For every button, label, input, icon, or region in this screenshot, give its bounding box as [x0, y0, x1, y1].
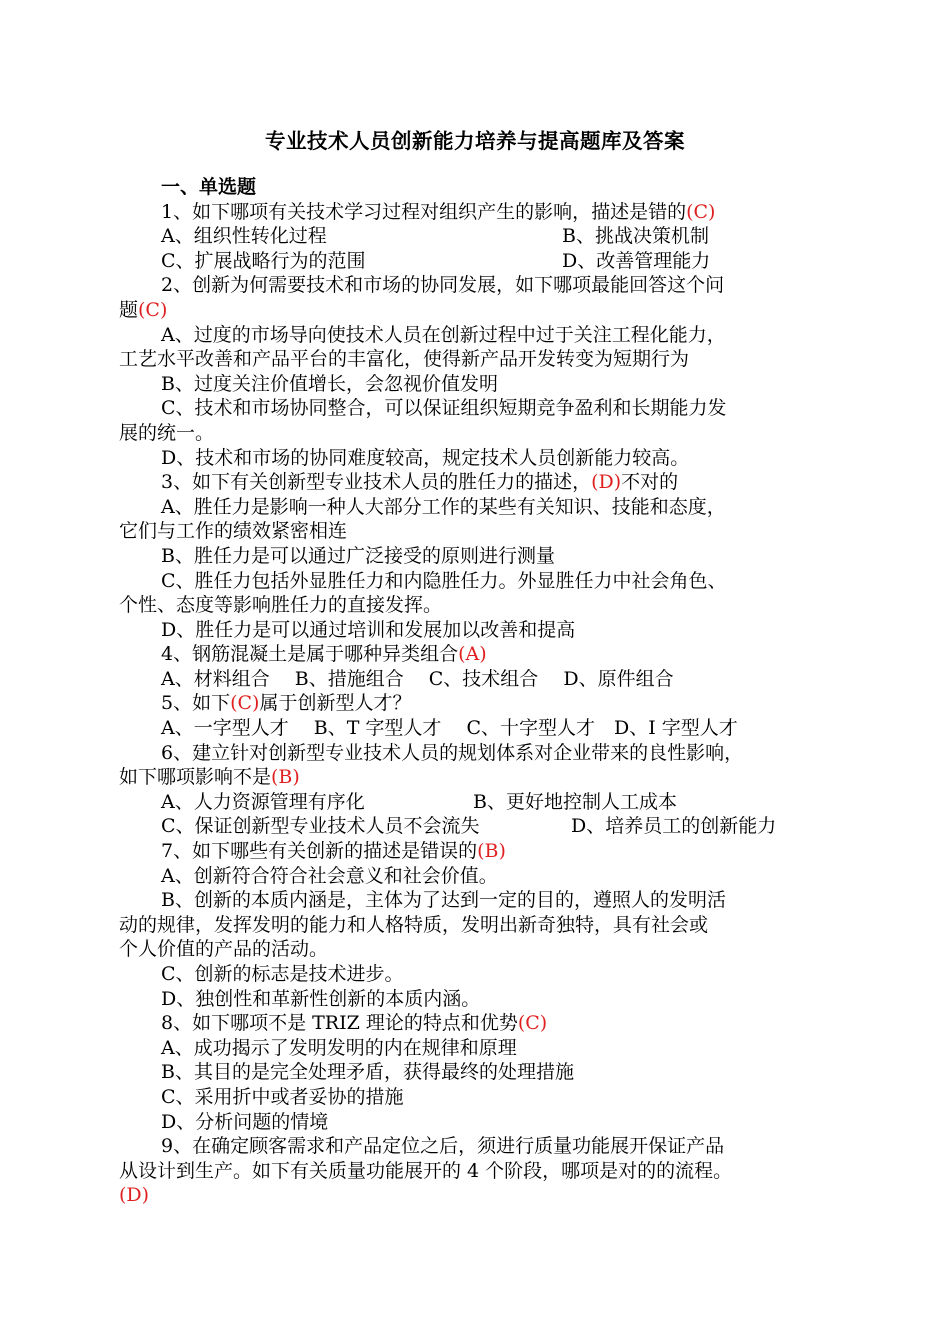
answer-mark: (C) — [517, 1012, 548, 1035]
option-d: D、改善管理能力 — [562, 249, 711, 272]
section-heading: 一、单选题 — [161, 176, 257, 198]
option-row — [119, 249, 837, 274]
question-7 — [119, 839, 837, 864]
question-9: 9、在确定顾客需求和产品定位之后，须进行质量功能展开保证产品 — [161, 1135, 725, 1158]
option-row: A、材料组合 B、措施组合 C、技术组合 D、原件组合 — [161, 667, 674, 690]
option-a: A、过度的市场导向使技术人员在创新过程中过于关注工程化能力， — [161, 323, 726, 346]
question-stem: 4、钢筋混凝土是属于哪种异类组合 — [161, 643, 459, 666]
option-a: A、组织性转化过程 — [161, 225, 327, 248]
option-c: C、技术和市场协同整合，可以保证组织短期竞争盈利和长期能力发 — [161, 397, 727, 420]
option-d: D、胜任力是可以通过培训和发展加以改善和提高 — [161, 618, 576, 641]
option-d: D、培养员工的创新能力 — [571, 815, 777, 838]
question-6: 6、建立针对创新型专业技术人员的规划体系对企业带来的良性影响， — [161, 741, 744, 764]
question-stem-tail: 属于创新型人才？ — [259, 692, 412, 715]
option-row: A、一字型人才 B、T 字型人才 C、十字型人才 D、I 字型人才 — [161, 717, 738, 740]
answer-mark: (C) — [230, 692, 260, 715]
option-a: A、创新符合符合社会意义和社会价值。 — [161, 864, 498, 887]
question-stem-tail: 不对的 — [621, 471, 679, 494]
question-2: 2、创新为何需要技术和市场的协同发展，如下哪项最能回答这个问 — [161, 274, 725, 297]
option-b: B、其目的是完全处理矛盾，获得最终的处理措施 — [161, 1061, 574, 1084]
option-row — [119, 790, 837, 815]
question-1 — [119, 200, 837, 225]
question-stem: 3、如下有关创新型专业技术人员的胜任力的描述， — [161, 471, 592, 494]
option-a: A、人力资源管理有序化 — [161, 790, 365, 813]
question-stem: 8、如下哪项不是 TRIZ 理论的特点和优势 — [161, 1012, 518, 1035]
question-stem-cont: 从设计到生产。如下有关质量功能展开的 4 个阶段，哪项是对的的流程。 — [119, 1159, 733, 1182]
option-c-cont: 展的统一。 — [119, 421, 215, 444]
option-c: C、扩展战略行为的范围 — [161, 249, 366, 272]
question-stem: 7、如下哪些有关创新的描述是错误的 — [161, 840, 478, 863]
question-3 — [119, 470, 837, 495]
option-b-cont: 动的规律，发挥发明的能力和人格特质，发明出新奇独特，具有社会或 — [119, 913, 709, 936]
option-a-cont: 它们与工作的绩效紧密相连 — [119, 520, 348, 543]
option-d: D、技术和市场的协同难度较高，规定技术人员创新能力较高。 — [161, 446, 690, 469]
option-c-cont: 个性、态度等影响胜任力的直接发挥。 — [119, 594, 443, 617]
question-stem: 题 — [119, 298, 139, 321]
option-c: C、胜任力包括外显胜任力和内隐胜任力。外显胜任力中社会角色、 — [161, 569, 727, 592]
option-a-cont: 工艺水平改善和产品平台的丰富化，使得新产品开发转变为短期行为 — [119, 348, 690, 371]
option-b-cont: 个人价值的产品的活动。 — [119, 938, 329, 961]
question-8 — [119, 1011, 837, 1036]
answer-mark: (C) — [686, 200, 716, 223]
question-list — [119, 175, 837, 1208]
option-b: B、过度关注价值增长，会忽视价值发明 — [161, 372, 498, 395]
question-stem: 1、如下哪项有关技术学习过程对组织产生的影响，描述是错的 — [161, 200, 687, 223]
question-stem: 5、如下 — [161, 692, 231, 715]
option-b: B、胜任力是可以通过广泛接受的原则进行测量 — [161, 544, 555, 567]
option-row — [119, 814, 837, 839]
page-title: 专业技术人员创新能力培养与提高题库及答案 — [265, 129, 685, 153]
option-d: D、分析问题的情境 — [161, 1110, 329, 1133]
question-stem-cont — [119, 298, 837, 323]
option-row — [119, 224, 837, 249]
option-b: B、创新的本质内涵是，主体为了达到一定的目的，遵照人的发明活 — [161, 889, 726, 912]
option-a: A、成功揭示了发明发明的内在规律和原理 — [161, 1036, 517, 1059]
option-b: B、更好地控制人工成本 — [473, 790, 677, 813]
option-c: C、保证创新型专业技术人员不会流失 — [161, 815, 480, 838]
answer-line — [119, 1183, 837, 1208]
option-b: B、挑战决策机制 — [562, 225, 709, 248]
answer-mark: (B) — [477, 840, 506, 863]
option-d: D、独创性和革新性创新的本质内涵。 — [161, 987, 481, 1010]
answer-mark: (C) — [138, 298, 168, 321]
question-stem: 如下哪项影响不是 — [119, 766, 272, 789]
answer-mark: (D) — [119, 1184, 150, 1207]
question-4 — [119, 642, 837, 667]
question-stem-cont — [119, 765, 837, 790]
question-5 — [119, 691, 837, 716]
answer-mark: (A) — [458, 643, 487, 666]
option-c: C、创新的标志是技术进步。 — [161, 963, 404, 985]
answer-mark: (D) — [591, 471, 622, 494]
option-a: A、胜任力是影响一种人大部分工作的某些有关知识、技能和态度， — [161, 495, 726, 518]
option-c: C、采用折中或者妥协的措施 — [161, 1085, 404, 1108]
answer-mark: (B) — [271, 766, 300, 789]
